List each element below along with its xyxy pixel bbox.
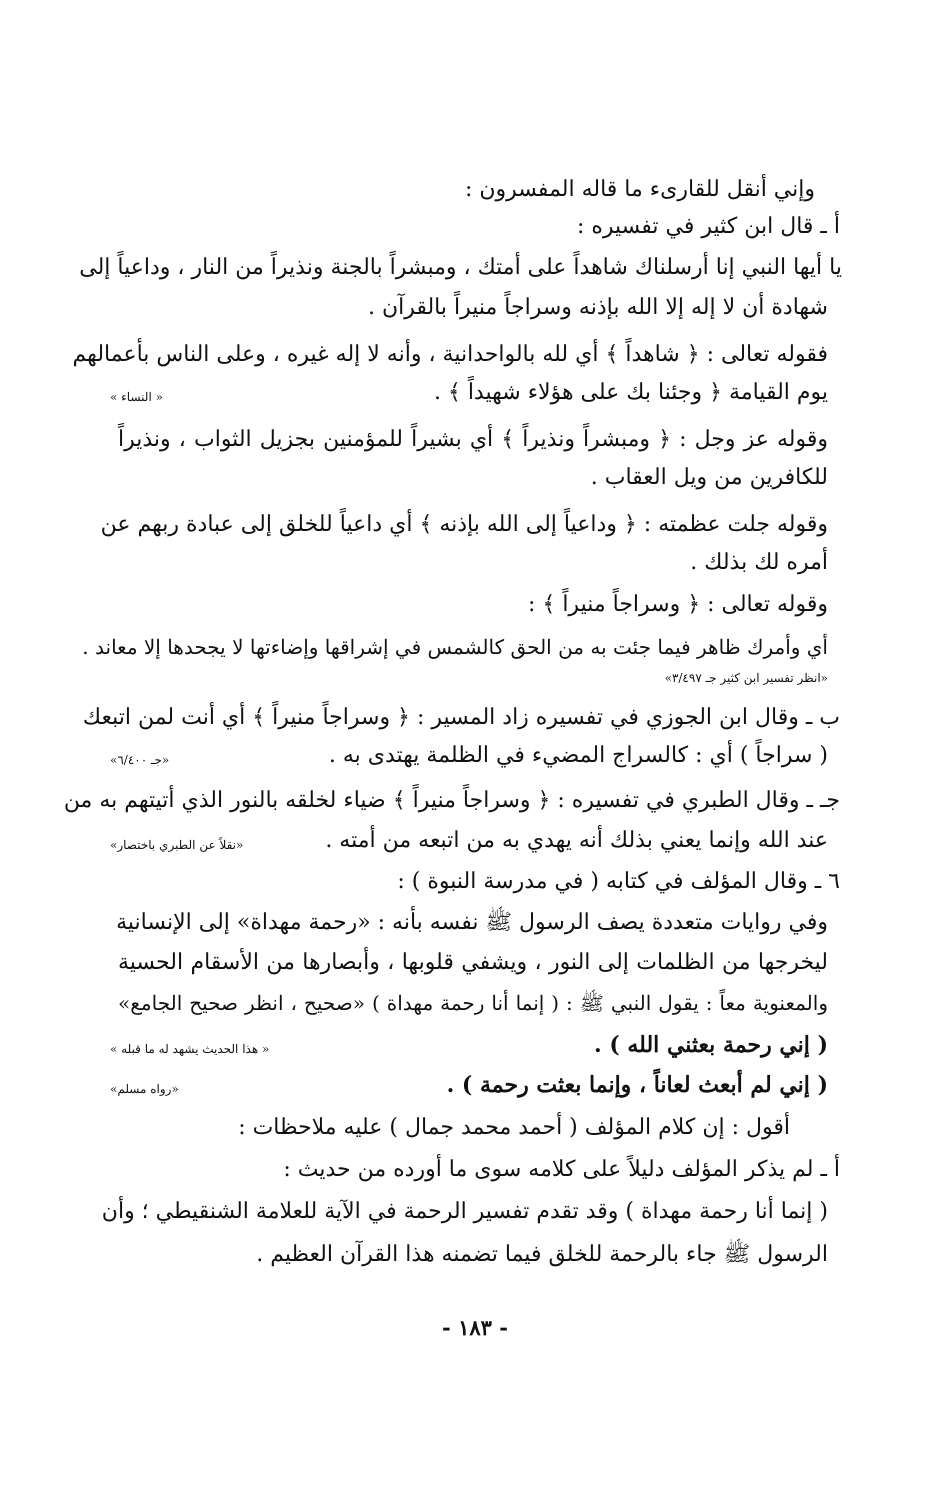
remark-a-line: أ ـ لم يذكر المؤلف دليلاً على كلامه سوى ما أورده من حديث :	[283, 1157, 840, 1182]
author-remark: أقول : إن كلام المؤلف ( أحمد محمد جمال ) عليه ملاحظات :	[238, 1115, 790, 1140]
hadith-line: ( إني لم أبعث لعاناً ، وإنما بعثت رحمة ) .	[446, 1072, 828, 1098]
body-line: وقوله عز وجل : ﴿ ومبشراً ونذيراً ﴾ أي بشيراً للمؤمنين بجزيل الثواب ، ونذيراً	[118, 427, 828, 452]
body-line: يا أيها النبي إنا أرسلناك شاهداً على أمتك ، ومبشراً بالجنة ونذيراً من النار ، وداعياً إلى	[79, 255, 842, 280]
body-line: وقوله تعالى : ﴿ وسراجاً منيراً ﴾ :	[528, 592, 828, 617]
section-a-heading: أ ـ قال ابن كثير في تفسيره :	[576, 214, 840, 239]
body-line: والمعنوية معاً : يقول النبي ﷺ : ( إنما أنا رحمة مهداة ) «صحيح ، انظر صحيح الجامع»	[118, 991, 828, 1015]
body-line: وفي روايات متعددة يصف الرسول ﷺ نفسه بأنه : «رحمة مهداة» إلى الإنسانية	[116, 910, 828, 935]
body-line: شهادة أن لا إله إلا الله بإذنه وسراجاً منيراً بالقرآن .	[367, 295, 828, 320]
body-line: يوم القيامة ﴿ وجئنا بك على هؤلاء شهيداً ﴾ .	[433, 380, 828, 405]
footnote-reference: «انظر تفسير ابن كثير جـ ٣/٤٩٧»	[664, 671, 828, 685]
footnote-reference: «نقلاً عن الطبري باختصار»	[110, 838, 244, 852]
body-line: أمره لك بذلك .	[690, 550, 828, 575]
body-line: وقوله جلت عظمته : ﴿ وداعياً إلى الله بإذنه ﴾ أي داعياً للخلق إلى عبادة ربهم عن	[100, 512, 828, 537]
footnote-reference: « النساء »	[110, 390, 163, 404]
body-line: الرسول ﷺ جاء بالرحمة للخلق فيما تضمنه هذا القرآن العظيم .	[256, 1242, 828, 1267]
body-line: للكافرين من ويل العقاب .	[590, 465, 828, 490]
footnote-reference: «جـ ٦/٤٠٠»	[110, 753, 170, 767]
body-line: عند الله وإنما يعني بذلك أنه يهدي به من اتبعه من أمته .	[325, 828, 828, 853]
body-line: فقوله تعالى : ﴿ شاهداً ﴾ أي لله بالواحدانية ، وأنه لا إله غيره ، وعلى الناس بأعمالهم	[72, 342, 828, 367]
intro-line: وإني أنقل للقارىء ما قاله المفسرون :	[464, 177, 815, 202]
section-6-heading: ٦ ـ وقال المؤلف في كتابه ( في مدرسة النبوة ) :	[397, 869, 840, 894]
section-c-line: جـ ـ وقال الطبري في تفسيره : ﴿ وسراجاً منيراً ﴾ ضياء لخلقه بالنور الذي أتيتهم به من	[63, 788, 840, 813]
body-line: ( سراجاً ) أي : كالسراج المضيء في الظلمة يهتدى به .	[328, 743, 828, 768]
hadith-line: ( إني رحمة بعثني الله ) .	[594, 1032, 828, 1058]
footnote-reference: « هذا الحديث يشهد له ما قبله »	[110, 1042, 270, 1056]
body-line: ليخرجها من الظلمات إلى النور ، ويشفي قلوبها ، وأبصارها من الأسقام الحسية	[118, 950, 828, 975]
footnote-reference: «رواه مسلم»	[110, 1082, 179, 1096]
body-line: أي وأمرك ظاهر فيما جئت به من الحق كالشمس في إشراقها وإضاءتها لا يجحدها إلا معاند .	[82, 635, 828, 659]
page-number: - ١٨٣ -	[442, 1315, 508, 1340]
section-b-line: ب ـ وقال ابن الجوزي في تفسيره زاد المسير : ﴿ وسراجاً منيراً ﴾ أي أنت لمن اتبعك	[82, 705, 840, 730]
body-line: ( إنما أنا رحمة مهداة ) وقد تقدم تفسير الرحمة في الآية للعلامة الشنقيطي ؛ وأن	[101, 1199, 828, 1224]
